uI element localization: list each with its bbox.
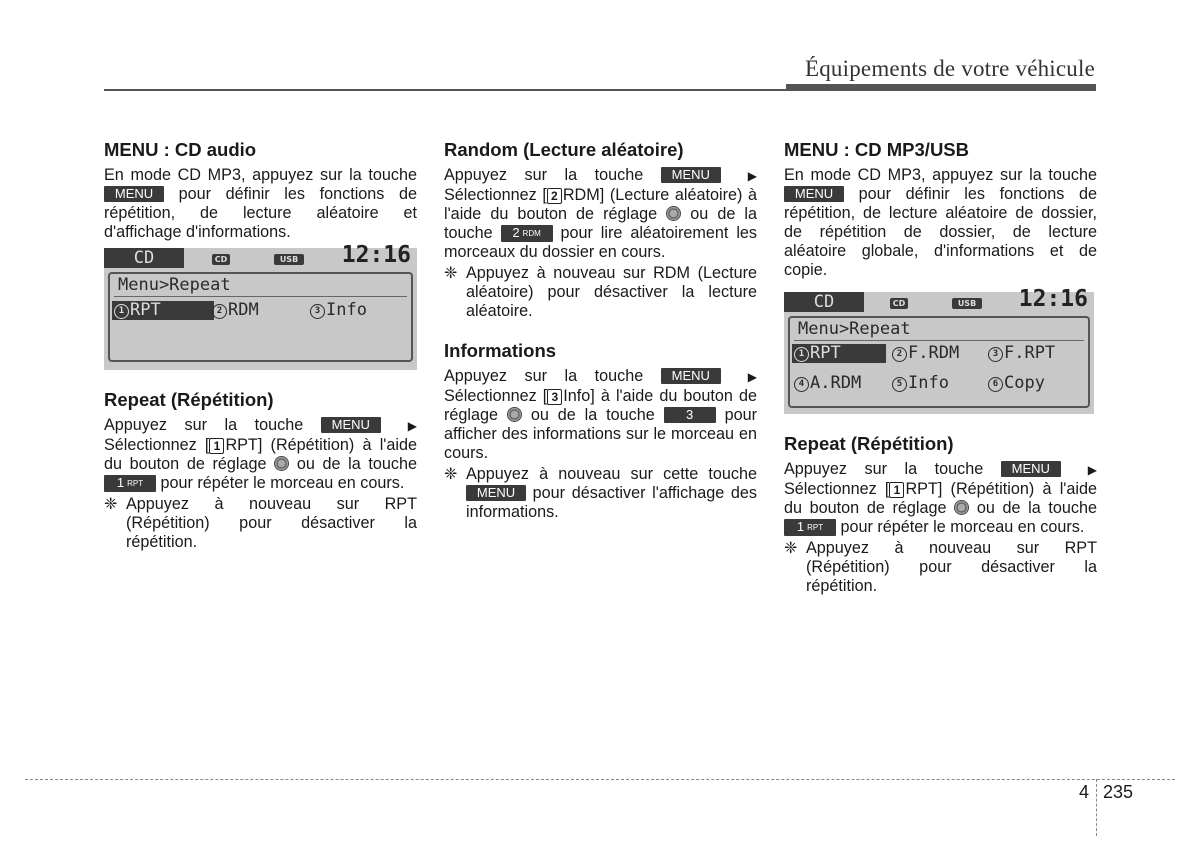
paragraph-menu-cd-audio: En mode CD MP3, appuyez sur la touche MENU pour définir les fonctions de répétition, de lecture aléatoire et d'affichage d'informations. xyxy=(104,166,417,241)
lcd-screen-mp3-repeat xyxy=(784,286,1094,414)
note-symbol-icon: ❈ xyxy=(444,264,458,282)
lcd-menu-panel xyxy=(788,316,1090,408)
usb-badge-icon: USB xyxy=(274,254,304,265)
paragraph-repeat: Appuyez sur la touche MENU ▶ Sélectionnez [ 1 RPT] (Répétition) à l'aide du bouton de réglage ou de la touche 1 $^{RPT}$ pour répéter le morceau en cours. xyxy=(784,460,1097,536)
paragraph-repeat: Appuyez sur la touche MENU ▶ Sélectionnez [ 1 RPT] (Répétition) à l'aide du bouton de réglage ou de la touche 1 $^{RPT}$ pour répéter le morceau en cours. xyxy=(104,416,417,492)
header-rule-thin xyxy=(104,89,786,91)
menu-key: MENU xyxy=(661,167,721,183)
cd-badge-icon: CD xyxy=(890,298,908,309)
lcd-menu-panel xyxy=(108,272,413,362)
menu-key: MENU xyxy=(1001,461,1061,477)
lcd-menu-title: Menu>Repeat xyxy=(798,319,911,339)
lcd-source-label: CD xyxy=(104,248,184,268)
paragraph-random: Appuyez sur la touche MENU ▶ Sélectionnez [ 2 RDM] (Lecture aléatoire) à l'aide du bouton de réglage ou de la touche 2 $^{RDM}$ pour lire aléatoirement les morceaux du dossier en cours. xyxy=(444,166,758,261)
key-2-rdm: 2 $^{RDM}$ xyxy=(501,225,553,242)
footer-dashed-rule xyxy=(25,779,1175,780)
key-1-rpt: 1 $^{RPT}$ xyxy=(104,475,156,492)
number-2-icon: 2 xyxy=(547,188,562,204)
cd-badge-icon: CD xyxy=(212,254,230,265)
note-random: ❈ Appuyez à nouveau sur RDM (Lecture aléatoire) pour désactiver la lecture aléatoire. xyxy=(444,264,757,320)
column-2 xyxy=(444,140,757,522)
menu-key: MENU xyxy=(104,186,164,202)
note-symbol-icon: ❈ xyxy=(784,539,798,557)
paragraph-menu-cd-mp3-usb: En mode CD MP3, appuyez sur la touche MENU pour définir les fonctions de répétition, de lecture aléatoire de dossier, de répétition de dossier, de lecture aléatoire globale, d'informations et de copie. xyxy=(784,166,1097,279)
tune-knob-icon xyxy=(274,456,289,471)
chapter-number: 4 xyxy=(1079,782,1090,802)
menu-key: MENU xyxy=(466,485,526,501)
number-1-icon: 1 xyxy=(889,482,904,498)
lcd-option-f-rdm: 2 F.RDM xyxy=(892,344,959,363)
section-title-informations: Informations xyxy=(444,340,557,361)
section-title-menu-cd-audio: MENU : CD audio xyxy=(104,139,257,160)
tune-knob-icon xyxy=(954,500,969,515)
section-title-random: Random (Lecture aléatoire) xyxy=(444,139,684,160)
section-title-menu-cd-mp3-usb: MENU : CD MP3/USB xyxy=(784,139,970,160)
footer-vertical-rule xyxy=(1096,779,1097,836)
section-title-repeat: Repeat (Répétition) xyxy=(784,433,954,454)
lcd-menu-title: Menu>Repeat xyxy=(118,275,231,295)
arrow-right-icon: ▶ xyxy=(1074,463,1097,477)
menu-key: MENU xyxy=(784,186,844,202)
header-rule-thick xyxy=(786,84,1096,91)
lcd-option-a-rdm: 4 A.RDM xyxy=(794,374,861,393)
tune-knob-icon xyxy=(666,206,681,221)
number-1-icon: 1 xyxy=(209,438,224,454)
note-symbol-icon: ❈ xyxy=(444,465,458,483)
lcd-option-rpt: 1 RPT xyxy=(792,344,886,363)
paragraph-informations: Appuyez sur la touche MENU ▶ Sélectionnez [ 3 Info] à l'aide du bouton de réglage ou de la touche 3 pour afficher des informations sur le morceau en cours. xyxy=(444,367,757,462)
arrow-right-icon: ▶ xyxy=(734,370,757,384)
note-informations: ❈ Appuyez à nouveau sur cette touche MENU pour désactiver l'affichage des informations. xyxy=(444,465,758,521)
lcd-option-rdm: 2 RDM xyxy=(212,301,259,320)
lcd-option-copy: 6 Copy xyxy=(988,374,1045,393)
column-1 xyxy=(104,140,417,552)
arrow-right-icon: ▶ xyxy=(734,169,757,183)
tune-knob-icon xyxy=(507,407,522,422)
usb-badge-icon: USB xyxy=(952,298,982,309)
number-3-icon: 3 xyxy=(547,389,562,405)
lcd-screen-cd-repeat xyxy=(104,242,417,370)
lcd-option-info: 3 Info xyxy=(310,301,367,320)
page-header-title: Équipements de votre véhicule xyxy=(804,56,1095,81)
lcd-clock: 12:16 xyxy=(341,242,411,268)
lcd-option-f-rpt: 3 F.RPT xyxy=(988,344,1055,363)
note-symbol-icon: ❈ xyxy=(104,495,118,513)
key-3: 3 xyxy=(664,407,716,423)
menu-key: MENU xyxy=(321,417,381,433)
arrow-right-icon: ▶ xyxy=(394,419,417,433)
note-repeat: ❈ Appuyez à nouveau sur RPT (Répétition) pour désactiver la répétition. xyxy=(104,495,417,551)
lcd-option-info: 5 Info xyxy=(892,374,949,393)
key-1-rpt: 1 $^{RPT}$ xyxy=(784,519,836,536)
lcd-source-label: CD xyxy=(784,292,864,312)
menu-key: MENU xyxy=(661,368,721,384)
page-number: 235 xyxy=(1103,782,1134,802)
column-3 xyxy=(784,140,1097,596)
note-repeat: ❈ Appuyez à nouveau sur RPT (Répétition) pour désactiver la répétition. xyxy=(784,539,1097,595)
lcd-option-rpt: 1 RPT xyxy=(112,301,214,320)
lcd-clock: 12:16 xyxy=(1018,286,1088,312)
section-title-repeat: Repeat (Répétition) xyxy=(104,389,274,410)
